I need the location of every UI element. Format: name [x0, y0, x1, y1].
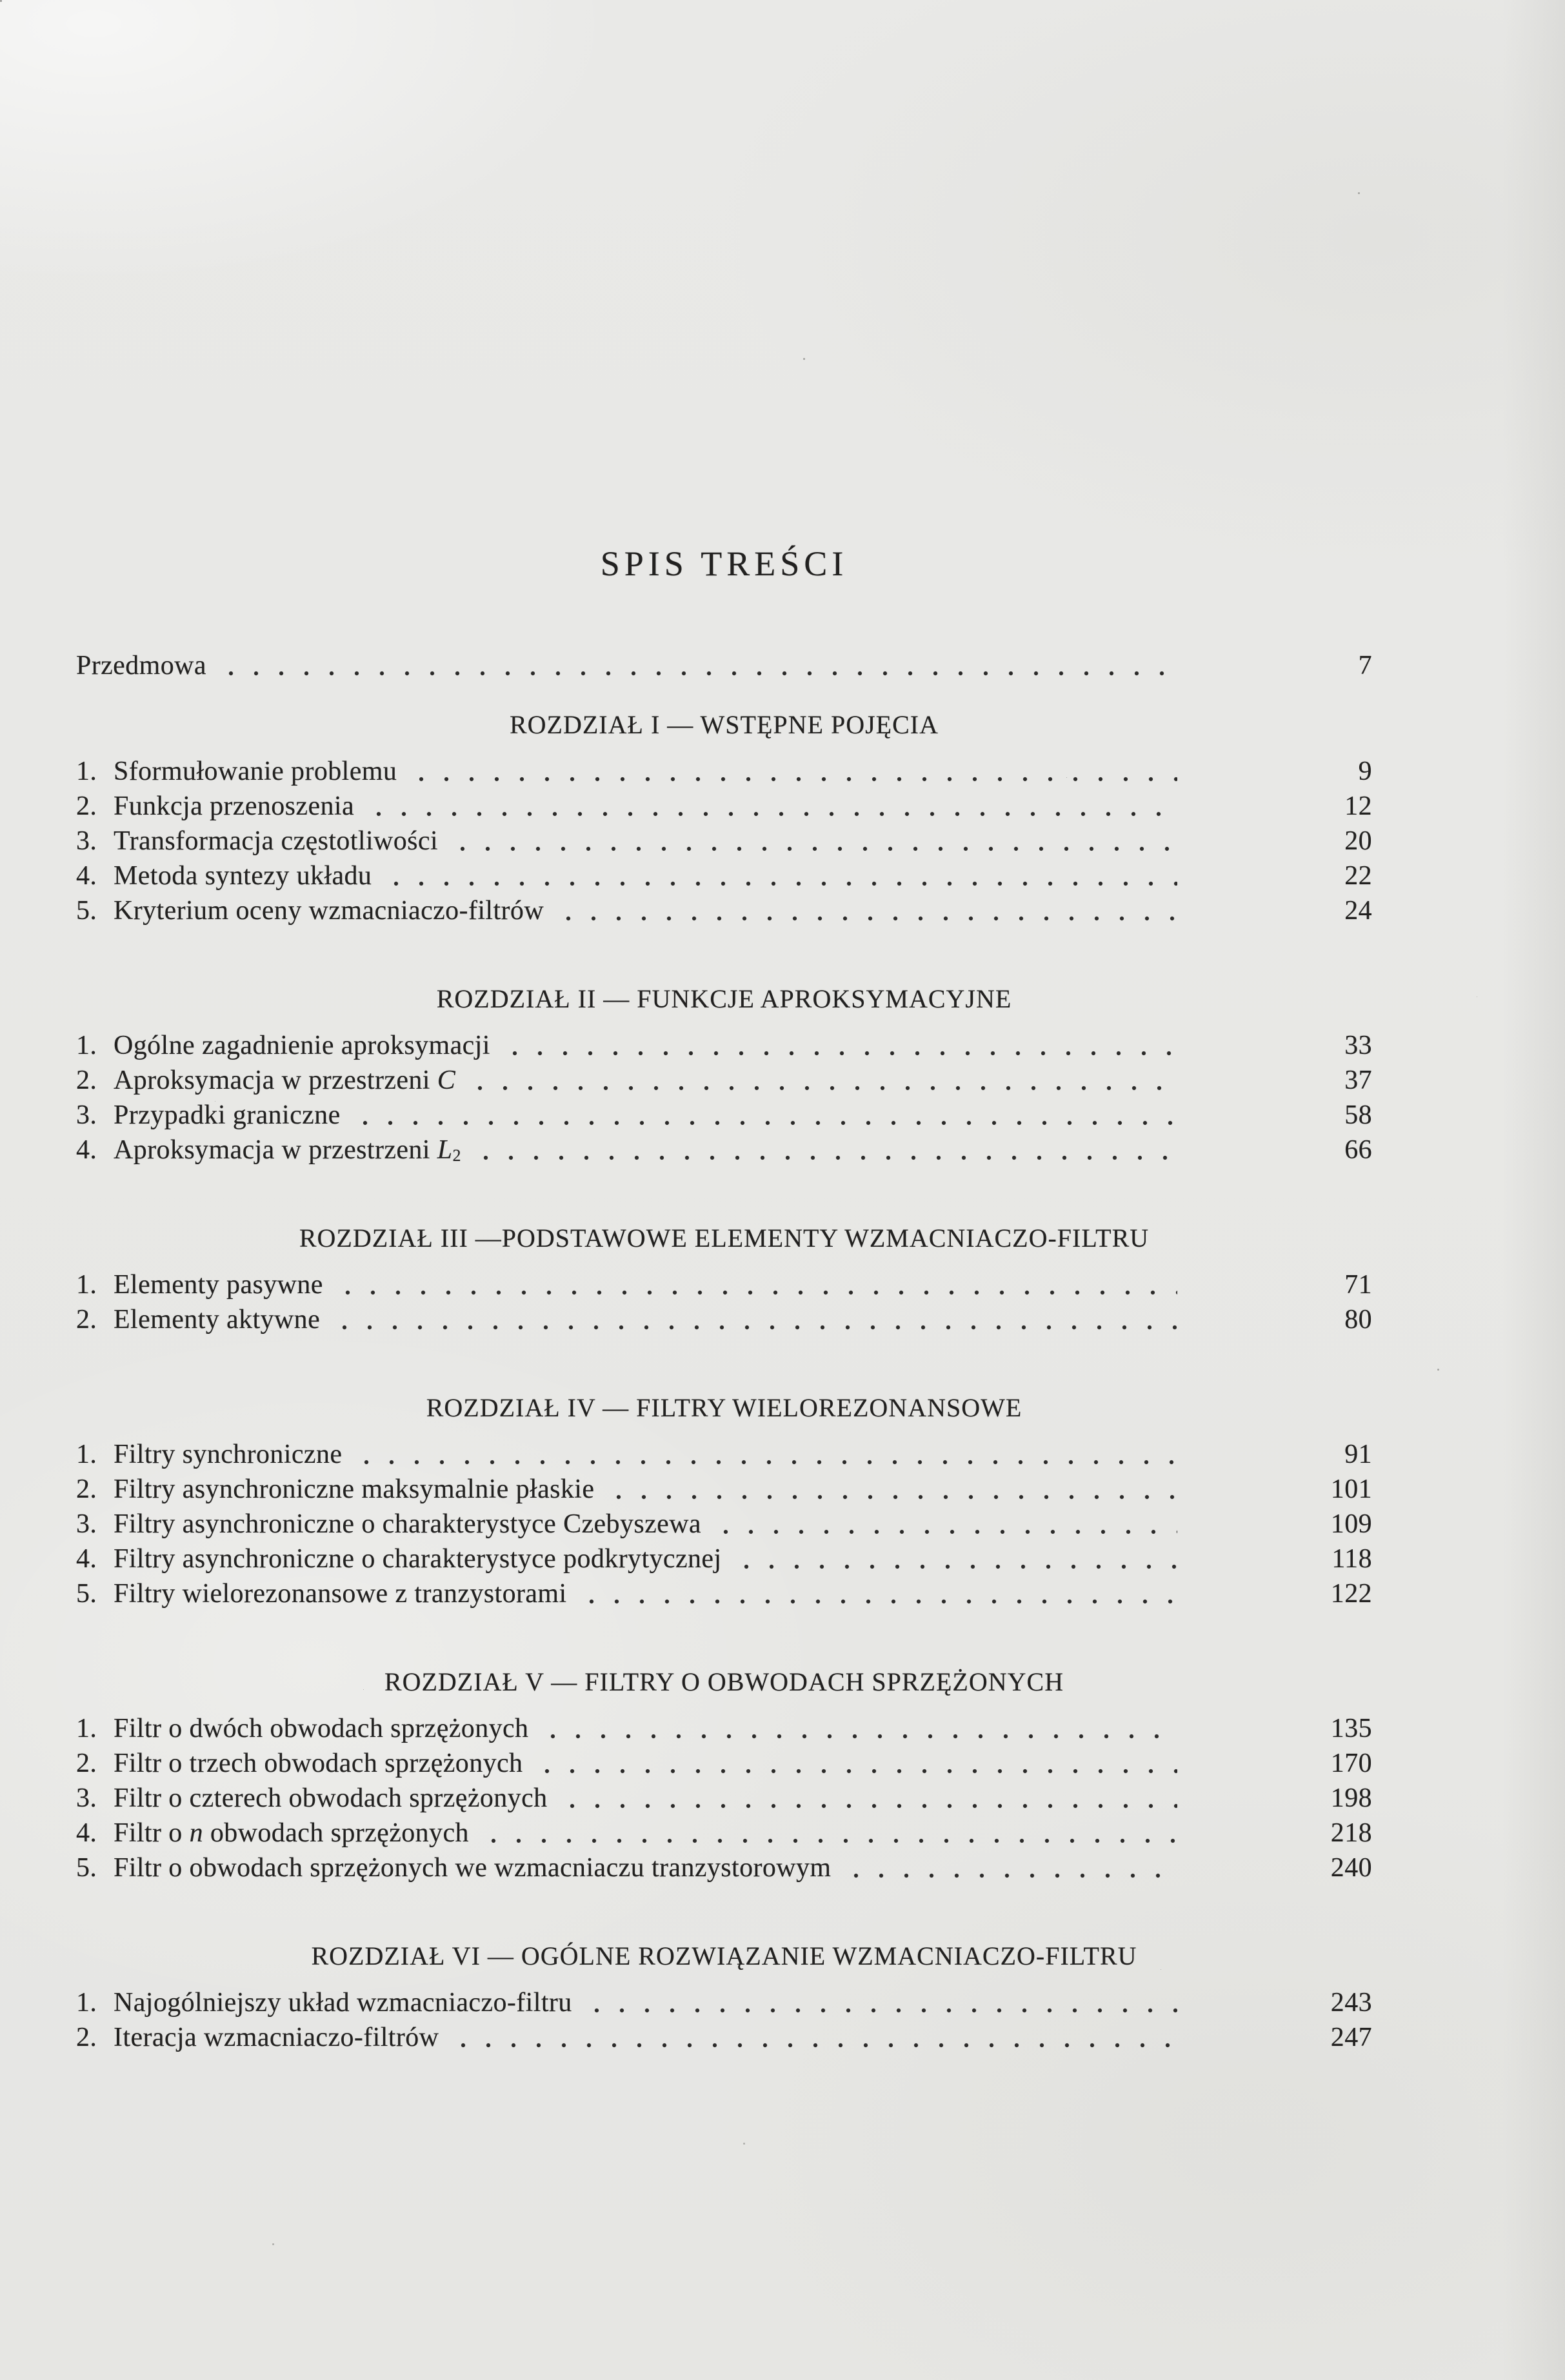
entry-number: 3.: [76, 1100, 97, 1130]
dot-leader: [477, 1133, 1177, 1167]
dot-leader: [717, 1507, 1177, 1542]
entry-number: 1.: [76, 1440, 97, 1469]
entry-label-part: Metoda syntezy układu: [114, 861, 372, 891]
entry-page-number: 71: [1344, 1270, 1372, 1300]
chapter-section: [76, 709, 1372, 928]
toc-entry: [76, 1098, 1372, 1133]
toc-entry: [76, 1746, 1372, 1781]
toc-entry: [76, 1133, 1372, 1167]
entry-page-number: 101: [1330, 1474, 1372, 1504]
entry-label-part: C: [437, 1066, 456, 1095]
dot-leader: [356, 1098, 1177, 1133]
toc-entry: [76, 1542, 1372, 1576]
dot-leader: [559, 893, 1177, 928]
entry-label: [114, 1746, 523, 1781]
entry-label-part: Funkcja przenoszenia: [114, 791, 355, 821]
entry-label: [114, 893, 544, 928]
toc-entry: [76, 1850, 1372, 1885]
entry-label: [114, 2020, 439, 2055]
dot-leader: [484, 1816, 1177, 1850]
entry-number: 1.: [76, 1988, 97, 2018]
entry-label-part: Filtry asynchroniczne maksymalnie płaskie: [114, 1474, 595, 1504]
entry-label-part: Ogólne zagadnienie aproksymacji: [114, 1031, 490, 1060]
dot-leader: [454, 2020, 1177, 2055]
entry-label-part: 2: [452, 1145, 461, 1165]
entry-label-part: n: [189, 1818, 203, 1848]
toc-entry: [76, 1267, 1372, 1302]
dot-leader: [583, 1576, 1177, 1611]
toc-content: [76, 0, 1372, 2055]
entry-number: 4.: [76, 1818, 97, 1848]
entry-label: [114, 1437, 342, 1472]
dot-leader: [387, 858, 1177, 893]
entry-label-part: Aproksymacja w przestrzeni: [114, 1066, 437, 1095]
entry-label: [114, 1133, 461, 1167]
entry-label-part: Elementy aktywne: [114, 1305, 321, 1334]
chapter-heading: ROZDZIAŁ VI — OGÓLNE ROZWIĄZANIE WZMACNIACZO-FILTRU: [311, 1941, 1137, 1970]
chapter-heading: ROZDZIAŁ IV — FILTRY WIELOREZONANSOWE: [426, 1393, 1022, 1422]
entry-label-part: Filtr o czterech obwodach sprzężonych: [114, 1783, 548, 1813]
entry-label-part: L: [437, 1135, 453, 1165]
entry-label: [114, 1816, 469, 1850]
entry-label-part: Sformułowanie problemu: [114, 757, 397, 786]
entry-number: 1.: [76, 1031, 97, 1060]
entry-number: 5.: [76, 1853, 97, 1883]
chapter-section: [76, 1666, 1372, 1885]
entry-label: [114, 1985, 572, 2020]
entry-page-number: 20: [1344, 826, 1372, 856]
entry-label-part: Filtry asynchroniczne o charakterystyce Czebyszewa: [114, 1509, 701, 1539]
entry-label: [114, 1507, 701, 1542]
entry-label: [114, 824, 438, 858]
entry-number: 4.: [76, 1135, 97, 1165]
entry-label: [114, 1576, 567, 1611]
entry-page-number: 24: [1344, 896, 1372, 926]
entry-page-number: 198: [1330, 1783, 1372, 1813]
entry-page-number: 118: [1331, 1544, 1372, 1574]
entry-label: [114, 1711, 528, 1746]
entry-label-part: Iteracja wzmacniaczo-filtrów: [114, 2023, 439, 2052]
toc-entry: [76, 1028, 1372, 1063]
entry-page-number: 22: [1344, 861, 1372, 891]
toc-entry: [76, 754, 1372, 789]
entry-number: 4.: [76, 1544, 97, 1574]
entry-number: 3.: [76, 1509, 97, 1539]
chapter-section: [76, 1392, 1372, 1611]
entry-label-part: obwodach sprzężonych: [203, 1818, 469, 1848]
chapter-heading: ROZDZIAŁ III —PODSTAWOWE ELEMENTY WZMACNIACZO-FILTRU: [299, 1224, 1150, 1253]
entry-number: 3.: [76, 826, 97, 856]
entry-label-part: Elementy pasywne: [114, 1270, 323, 1300]
entry-label-part: Filtry asynchroniczne o charakterystyce podkrytycznej: [114, 1544, 722, 1574]
toc-entry: [76, 824, 1372, 858]
dot-leader: [454, 824, 1177, 858]
entry-page-number: 33: [1344, 1031, 1372, 1060]
entry-page-number: 240: [1330, 1853, 1372, 1883]
toc-entry: [76, 858, 1372, 893]
entry-label-part: Przypadki graniczne: [114, 1100, 341, 1130]
entry-page-number: 247: [1330, 2023, 1372, 2052]
chapters-container: [76, 709, 1372, 2055]
entry-page-number: 66: [1344, 1135, 1372, 1165]
dot-leader: [357, 1437, 1177, 1472]
entry-number: 2.: [76, 2023, 97, 2052]
entry-label: [114, 1098, 341, 1133]
paper-specks: [0, 0, 2, 2]
entry-label: [114, 789, 354, 824]
entry-number: 1.: [76, 1714, 97, 1743]
entry-page-number: 9: [1358, 757, 1372, 786]
dot-leader: [563, 1781, 1177, 1816]
entry-number: 4.: [76, 861, 97, 891]
dot-leader: [847, 1850, 1178, 1885]
chapter-heading: ROZDZIAŁ II — FUNKCJE APROKSYMACYJNE: [436, 984, 1012, 1013]
entry-page-number: 122: [1330, 1579, 1372, 1609]
toc-entry: [76, 1063, 1372, 1098]
chapter-section: [76, 983, 1372, 1167]
chapter-section: [76, 1940, 1372, 2055]
toc-entry: [76, 789, 1372, 824]
entry-number: 1.: [76, 757, 97, 786]
toc-entry: [76, 1576, 1372, 1611]
entry-label: [114, 1542, 722, 1576]
entry-label: [114, 754, 397, 789]
entry-label-part: Transformacja częstotliwości: [114, 826, 439, 856]
dot-leader: [544, 1711, 1177, 1746]
dot-leader: [538, 1746, 1177, 1781]
entry-label-part: Filtr o: [114, 1818, 190, 1848]
entry-label: [114, 1063, 455, 1098]
toc-entry: [76, 1781, 1372, 1816]
toc-entry: [76, 1472, 1372, 1507]
entry-number: 5.: [76, 896, 97, 926]
toc-entry: [76, 1437, 1372, 1472]
dot-leader: [339, 1267, 1177, 1302]
entry-number: 2.: [76, 1474, 97, 1504]
entry-page-number: 7: [1358, 651, 1372, 680]
entry-label: [114, 1472, 594, 1507]
chapter-heading: ROZDZIAŁ I — WSTĘPNE POJĘCIA: [509, 710, 939, 739]
entry-label: [114, 1302, 320, 1337]
entry-number: 2.: [76, 1749, 97, 1778]
dot-leader: [471, 1063, 1177, 1098]
dot-leader: [506, 1028, 1177, 1063]
toc-entry: [76, 1507, 1372, 1542]
entry-page-number: 91: [1344, 1440, 1372, 1469]
entry-number: 3.: [76, 1783, 97, 1813]
toc-entry: [76, 1985, 1372, 2020]
dot-leader: [222, 648, 1177, 683]
entry-page-number: 80: [1344, 1305, 1372, 1334]
entry-label-part: Filtry wielorezonansowe z tranzystorami: [114, 1579, 567, 1609]
entry-label-part: Najogólniejszy układ wzmacniaczo-filtru: [114, 1988, 572, 2018]
page-title: SPIS TREŚCI: [600, 544, 848, 583]
entry-page-number: 218: [1330, 1818, 1372, 1848]
dot-leader: [412, 754, 1177, 789]
chapter-heading: ROZDZIAŁ V — FILTRY O OBWODACH SPRZĘŻONYCH: [384, 1667, 1064, 1696]
chapter-section: [76, 1222, 1372, 1337]
toc-entry: [76, 2020, 1372, 2055]
entry-number: 1.: [76, 1270, 97, 1300]
toc-entry: [76, 1816, 1372, 1850]
entry-number: 2.: [76, 1066, 97, 1095]
entry-page-number: 243: [1330, 1988, 1372, 2018]
entry-page-number: 170: [1330, 1749, 1372, 1778]
entry-label-part: Kryterium oceny wzmacniaczo-filtrów: [114, 896, 544, 926]
entry-page-number: 135: [1330, 1714, 1372, 1743]
dot-leader: [610, 1472, 1177, 1507]
dot-leader: [335, 1302, 1177, 1337]
dot-leader: [370, 789, 1177, 824]
entry-page-number: 58: [1344, 1100, 1372, 1130]
toc-entry: [76, 893, 1372, 928]
entry-label: Przedmowa: [76, 651, 206, 680]
entry-page-number: 12: [1344, 791, 1372, 821]
entry-label: [114, 858, 372, 893]
dot-leader: [588, 1985, 1177, 2020]
toc-entry: [76, 1302, 1372, 1337]
entry-label: [114, 1850, 832, 1885]
entry-label-part: Filtr o obwodach sprzężonych we wzmacniaczu tranzystorowym: [114, 1853, 832, 1883]
dot-leader: [737, 1542, 1177, 1576]
toc-entry: [76, 1711, 1372, 1746]
entry-label-part: Aproksymacja w przestrzeni: [114, 1135, 437, 1165]
entry-number: 5.: [76, 1579, 97, 1609]
entry-number: 2.: [76, 791, 97, 821]
entry-label: [114, 1781, 548, 1816]
entry-page-number: 37: [1344, 1066, 1372, 1095]
entry-label-part: Filtr o trzech obwodach sprzężonych: [114, 1749, 523, 1778]
entry-label-part: Filtry synchroniczne: [114, 1440, 343, 1469]
entry-label: [114, 1267, 323, 1302]
entry-number: 2.: [76, 1305, 97, 1334]
entry-page-number: 109: [1330, 1509, 1372, 1539]
entry-label: [114, 1028, 490, 1063]
entry-label-part: Filtr o dwóch obwodach sprzężonych: [114, 1714, 529, 1743]
toc-entry-preface: [76, 648, 1372, 683]
